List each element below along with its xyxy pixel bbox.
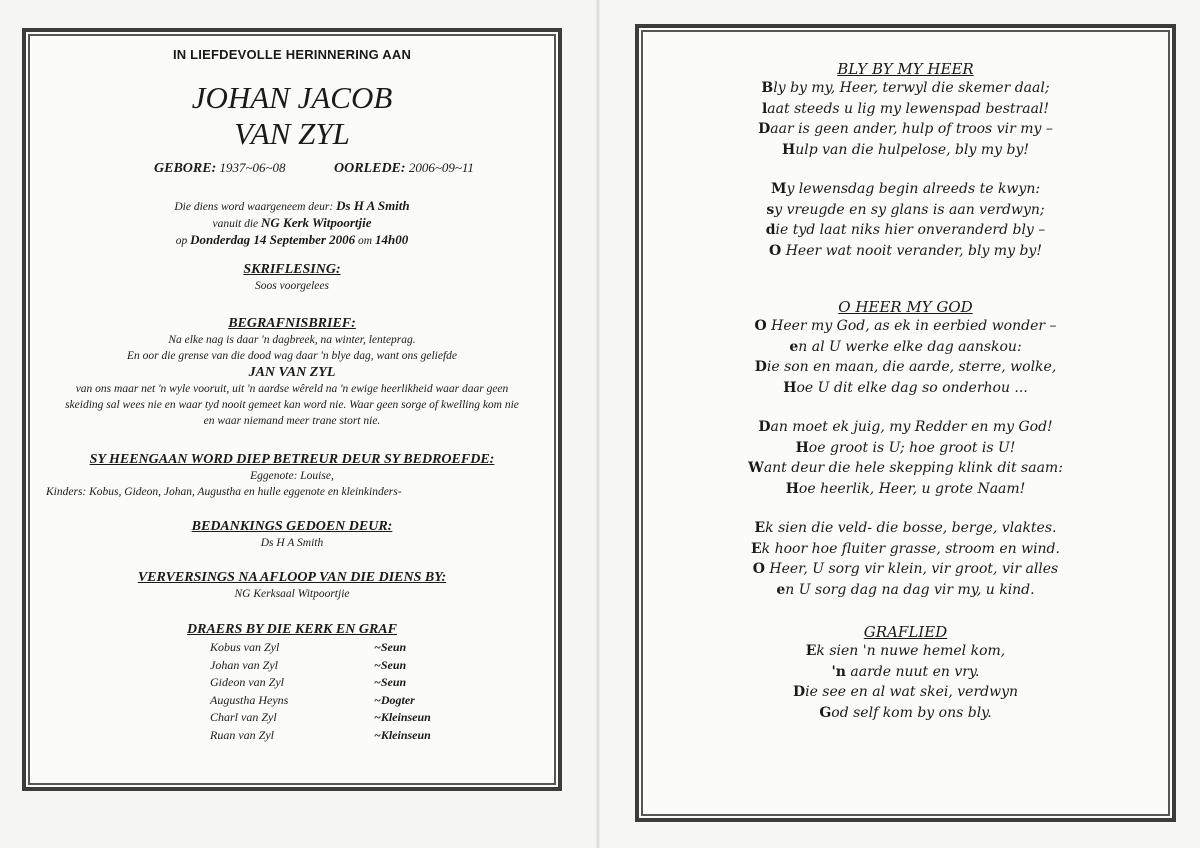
pallbearer-row: Ruan van Zyl ~Kleinseun [210,727,431,742]
verse-line: Hoe heerlik, Heer, u grote Naam! [785,480,1026,497]
right-page-frame [635,24,1176,822]
verse-line: 'n aarde nuut en vry. [831,663,980,680]
pallbearers-section [26,622,558,638]
service-details [26,198,558,249]
hymn-verse [639,518,1172,600]
left-page-frame [22,28,562,791]
verse-line: die tyd laat niks hier onveranderd bly – [765,222,1046,238]
hymn-title: O HEER MY GOD [838,298,973,316]
verse-line: Daar is geen ander, hulp of troos vir my – [758,121,1053,137]
thanks-body: Ds H A Smith [260,537,324,549]
born-date: GEBORE: 1937~06~08 [154,160,286,176]
verse-line: God self kom by ons bly. [819,704,992,721]
thanks-section [26,519,558,551]
verse-line: Die see en al wat skei, verdwyn [792,684,1019,700]
hymn-verse [639,641,1172,723]
pallbearers-title: DRAERS BY DIE KERK EN GRAF [187,622,397,637]
intro-heading: IN LIEFDEVOLLE HERINNERING AAN [172,47,412,62]
thanks-title: BEDANKINGS GEDOEN DEUR: [191,519,393,534]
verse-line: Die son en maan, die aarde, sterre, wolke, [754,359,1057,375]
funeral-letter-line2: En oor die grense van die dood wag daar 'n blye dag, want ons geliefde [126,350,458,362]
mourners-section [26,452,558,500]
hymn-title: GRAFLIED [863,623,948,641]
funeral-letter-name: JAN VAN ZYL [248,365,336,380]
page-fold [596,0,600,848]
scripture-section [26,262,558,294]
verse-line: Dan moet ek juig, my Redder en my God! [758,419,1053,435]
hymn-verse [639,417,1172,499]
verse-line: en U sorg dag na dag vir my, u kind. [776,581,1035,598]
verse-line: Ek hoor hoe fluiter grasse, stroom en wind. [751,540,1060,557]
deceased-name-line2: VAN ZYL [234,116,350,151]
verse-line: Hoe U dit elke dag so onderhou ... [783,379,1028,396]
service-officiant: Die diens word waargeneem deur: Ds H A Smith [174,198,410,213]
hymn-graflied [639,623,1172,723]
mourners-spouse: Eggenote: Louise, [250,470,334,482]
pallbearer-row: Gideon van Zyl ~Seun [210,675,407,689]
pallbearer-row: Charl van Zyl ~Kleinseun [210,710,431,724]
funeral-letter-line5: en waar niemand meer trane stort nie. [203,415,381,427]
deceased-name-line1: JOHAN JACOB [191,80,393,115]
hymn-o-heer-my-god [639,298,1172,600]
service-datetime: op Donderdag 14 September 2006 om 14h00 [175,232,409,247]
pallbearer-row: Augustha Heyns ~Dogter [210,692,415,707]
verse-line: Want deur die hele skepping klink dit saam: [748,460,1063,476]
funeral-letter-line3: van ons maar net 'n wyle vooruit, uit 'n aardse wêreld na 'n ewige heerlikheid waar daar geen [75,383,509,395]
verse-line: Ek sien die veld- die bosse, berge, vlaktes. [754,520,1057,536]
mourners-children: Kinders: Kobus, Gideon, Johan, Augustha en hulle eggenote en kleinkinders- [46,486,402,498]
verse-line: O Heer wat nooit verander, bly my by! [769,242,1042,259]
pallbearer-row: Johan van Zyl ~Seun [210,657,407,672]
mourners-title: SY HEENGAAN WORD DIEP BETREUR DEUR SY BEDROEFDE: [89,452,495,467]
verse-line: laat steeds u lig my lewenspad bestraal! [761,100,1050,117]
scripture-title: SKRIFLESING: [243,262,341,277]
refreshments-title: VERVERSINGS NA AFLOOP VAN DIE DIENS BY: [137,570,447,585]
hymn-verse [639,316,1172,398]
scripture-body: Soos voorgelees [255,280,329,292]
hymn-verse [639,179,1172,261]
funeral-letter-line1: Na elke nag is daar 'n dagbreek, na winter, lenteprag. [168,334,416,346]
verse-line: sy vreugde en sy glans is aan verdwyn; [766,201,1045,218]
hymn-title: BLY BY MY HEER [837,60,974,78]
verse-line: O Heer, U sorg vir klein, vir groot, vir alles [752,561,1059,577]
verse-line: en al U werke elke dag aanskou: [789,338,1022,355]
verse-line: O Heer my God, as ek in eerbied wonder – [754,318,1057,334]
died-date: OORLEDE: 2006~09~11 [334,160,474,176]
funeral-letter-title: BEGRAFNISBRIEF: [228,316,356,331]
verse-line: Hoe groot is U; hoe groot is U! [795,439,1016,456]
refreshments-body: NG Kerksaal Witpoortjie [234,588,350,600]
pallbearer-row: Kobus van Zyl ~Seun [210,640,407,654]
verse-line: My lewensdag begin alreeds te kwyn: [770,181,1041,197]
verse-line: Hulp van die hulpelose, bly my by! [781,141,1029,158]
pallbearers-list [26,640,558,745]
verse-line: Bly by my, Heer, terwyl die skemer daal; [761,80,1050,96]
hymn-bly-by-my-heer [639,60,1172,261]
funeral-letter-section [26,316,558,429]
verse-line: Ek sien 'n nuwe hemel kom, [805,643,1006,659]
deceased-name [26,80,558,152]
hymn-verse [639,78,1172,160]
funeral-letter-line4: skeiding sal wees nie en waar tyd nooit gemeet kan word nie. Waar geen sorge of kwelling kom nie [65,399,519,411]
service-venue: vanuit die NG Kerk Witpoortjie [212,215,372,230]
refreshments-section [26,570,558,602]
